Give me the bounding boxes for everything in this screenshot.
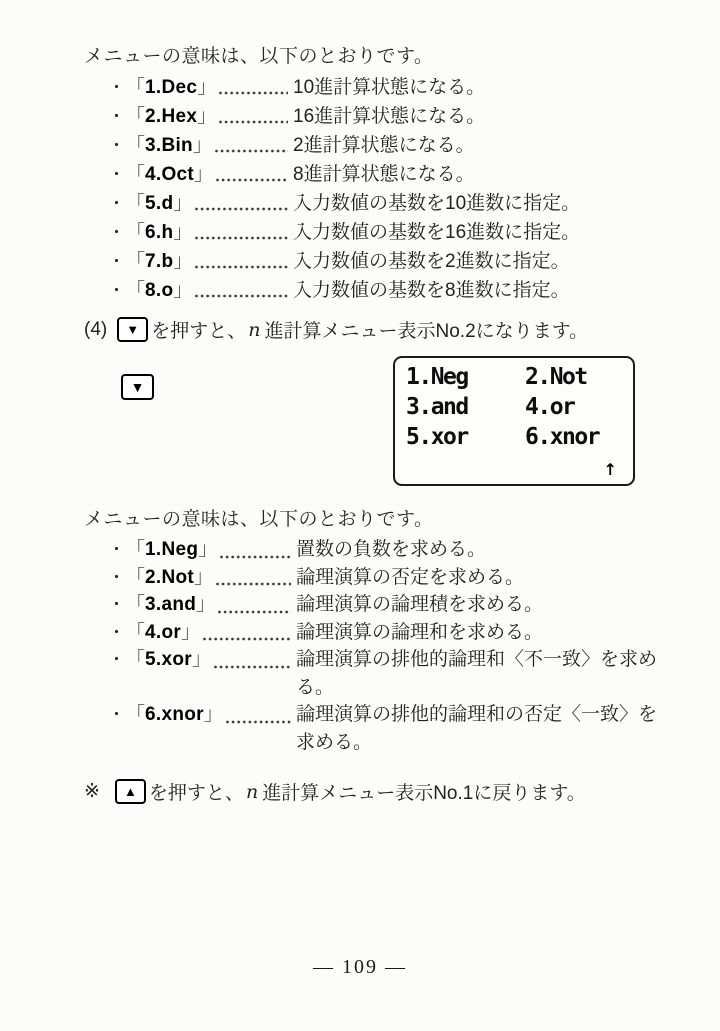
dotted-leader <box>215 149 288 153</box>
menu-item-desc: 入力数値の基数を8進数に指定。 <box>293 280 570 301</box>
bracket-close: 」 <box>198 539 218 560</box>
bracket-close: 」 <box>197 77 217 98</box>
dotted-leader <box>195 265 288 269</box>
lcd-menu-entry: 2.Not <box>525 364 587 390</box>
note-instruction <box>84 778 586 805</box>
menu-item-desc: 論理演算の排他的論理和〈不一致〉を求める。 <box>296 649 658 698</box>
instruction-text: を押すと、 <box>151 321 247 342</box>
menu-item-desc: 論理演算の排他的論理和の否定〈一致〉を求める。 <box>296 704 658 753</box>
menu-item-desc: 入力数値の基数を16進数に指定。 <box>293 222 581 243</box>
bracket-open: 「 <box>126 621 146 643</box>
dotted-leader <box>214 665 291 669</box>
bracket-close: 」 <box>197 106 217 127</box>
variable-n: n <box>248 318 261 341</box>
bracket-close: 」 <box>192 135 212 156</box>
menu-item-label: 2.Not <box>145 566 195 588</box>
menu-item-label: 3.and <box>145 594 197 615</box>
bracket-open: 「 <box>126 106 146 127</box>
menu-item <box>108 192 668 221</box>
menu-item-label: 1.Neg <box>145 539 199 560</box>
menu-item <box>108 250 668 279</box>
menu-item <box>108 76 668 105</box>
lcd-row <box>406 392 599 422</box>
menu-item <box>108 134 668 163</box>
dotted-leader <box>216 582 291 586</box>
menu-item <box>108 105 668 134</box>
menu-item-label: 1.Dec <box>145 77 198 98</box>
menu-item <box>108 279 668 308</box>
menu-item <box>108 591 683 619</box>
bracket-open: 「 <box>126 594 146 615</box>
bullet: ・ <box>108 78 125 97</box>
menu-item-desc: 2進計算状態になる。 <box>293 135 475 156</box>
bracket-close: 」 <box>173 193 193 214</box>
menu-item-desc: 10進計算状態になる。 <box>293 77 486 98</box>
menu-item <box>108 163 668 192</box>
menu-item <box>108 536 683 564</box>
variable-n: n <box>245 780 259 803</box>
menu-item-desc: 入力数値の基数を10進数に指定。 <box>293 193 581 214</box>
bracket-open: 「 <box>126 539 146 560</box>
bullet: ・ <box>108 650 125 669</box>
bracket-close: 」 <box>173 280 193 301</box>
bracket-close: 」 <box>196 594 216 615</box>
bracket-open: 「 <box>126 193 146 214</box>
page-number: — 109 — <box>313 956 407 978</box>
bracket-close: 」 <box>203 704 223 725</box>
logic-menu-list <box>108 536 683 756</box>
menu-item-desc: 論理演算の否定を求める。 <box>296 566 525 588</box>
bullet: ・ <box>108 252 125 271</box>
lcd-menu-entry: 3.and <box>406 394 468 420</box>
instruction-text: 進計算メニュー表示No.1に戻ります。 <box>262 783 586 804</box>
dotted-leader <box>226 720 291 724</box>
menu-item-label: 5.xor <box>145 649 192 670</box>
bullet: ・ <box>108 567 125 587</box>
menu-item-desc: 8進計算状態になる。 <box>293 164 475 185</box>
menu-item-label: 2.Hex <box>145 106 198 127</box>
scroll-up-indicator-icon: ↑ <box>603 460 617 479</box>
bullet: ・ <box>108 705 125 724</box>
bracket-open: 「 <box>126 164 146 185</box>
lcd-row <box>406 362 599 392</box>
bracket-open: 「 <box>126 251 146 272</box>
lcd-menu-entry: 1.Neg <box>406 364 468 390</box>
bracket-open: 「 <box>126 566 146 588</box>
menu-item <box>108 619 683 647</box>
menu-item-desc: 入力数値の基数を2進数に指定。 <box>293 251 570 272</box>
up-arrow-key-icon: ▲ <box>115 779 146 804</box>
bracket-close: 」 <box>173 222 193 243</box>
instruction-text: 進計算メニュー表示No.2になります。 <box>264 321 589 342</box>
step-number: (4) <box>84 318 108 340</box>
note-mark: ※ <box>84 781 100 802</box>
dotted-leader <box>216 178 288 182</box>
down-arrow-key-icon: ▼ <box>117 317 148 342</box>
dotted-leader <box>195 236 288 240</box>
bullet: ・ <box>108 107 125 126</box>
bracket-open: 「 <box>126 704 146 725</box>
lcd-menu-entry: 6.xnor <box>525 424 600 450</box>
bracket-close: 」 <box>194 164 214 185</box>
bracket-close: 」 <box>191 649 211 670</box>
step-4-instruction <box>84 316 588 343</box>
menu-item-label: 4.or <box>145 621 182 643</box>
bracket-open: 「 <box>126 280 146 301</box>
bracket-close: 」 <box>181 621 201 643</box>
dotted-leader <box>195 207 288 211</box>
bracket-close: 」 <box>173 251 193 272</box>
instruction-text: を押すと、 <box>148 783 244 804</box>
dotted-leader <box>220 555 291 559</box>
calculator-lcd-display <box>393 356 635 486</box>
lcd-menu-entry: 5.xor <box>406 424 468 450</box>
menu-item-desc: 16進計算状態になる。 <box>293 106 486 127</box>
menu-item-label: 8.o <box>145 280 174 301</box>
bullet: ・ <box>108 165 125 184</box>
bullet: ・ <box>108 622 125 642</box>
menu-item-label: 7.b <box>145 251 174 272</box>
dotted-leader <box>203 637 291 641</box>
menu-item-desc: 論理演算の論理積を求める。 <box>296 594 544 615</box>
bracket-open: 「 <box>126 77 146 98</box>
menu-item-label: 6.xnor <box>145 704 204 725</box>
menu-item-label: 5.d <box>145 193 174 214</box>
menu-item <box>108 646 683 701</box>
bullet: ・ <box>108 595 125 614</box>
menu-item-desc: 置数の負数を求める。 <box>296 539 487 560</box>
menu-intro-text-1: メニューの意味は、以下のとおりです。 <box>84 46 434 67</box>
bracket-open: 「 <box>126 135 146 156</box>
dotted-leader <box>219 120 288 124</box>
bullet: ・ <box>108 281 125 300</box>
menu-item <box>108 564 683 592</box>
bullet: ・ <box>108 540 125 559</box>
menu-item-desc: 論理演算の論理和を求める。 <box>296 621 544 643</box>
menu-item <box>108 701 683 756</box>
menu-item-label: 3.Bin <box>145 135 193 156</box>
dotted-leader <box>219 91 288 95</box>
menu-intro-text-2: メニューの意味は、以下のとおりです。 <box>84 509 434 530</box>
lcd-menu-entry: 4.or <box>525 394 575 420</box>
base-n-menu-list <box>108 76 668 308</box>
bullet: ・ <box>108 194 125 213</box>
bracket-open: 「 <box>126 649 146 670</box>
dotted-leader <box>218 610 291 614</box>
dotted-leader <box>195 294 288 298</box>
menu-item-label: 4.Oct <box>145 164 195 185</box>
bullet: ・ <box>108 136 125 155</box>
down-arrow-key-icon: ▼ <box>121 374 154 400</box>
bracket-close: 」 <box>194 566 214 588</box>
bullet: ・ <box>108 223 125 242</box>
menu-item-label: 6.h <box>145 222 174 243</box>
menu-item <box>108 221 668 250</box>
bracket-open: 「 <box>126 222 146 243</box>
lcd-row <box>406 422 599 452</box>
